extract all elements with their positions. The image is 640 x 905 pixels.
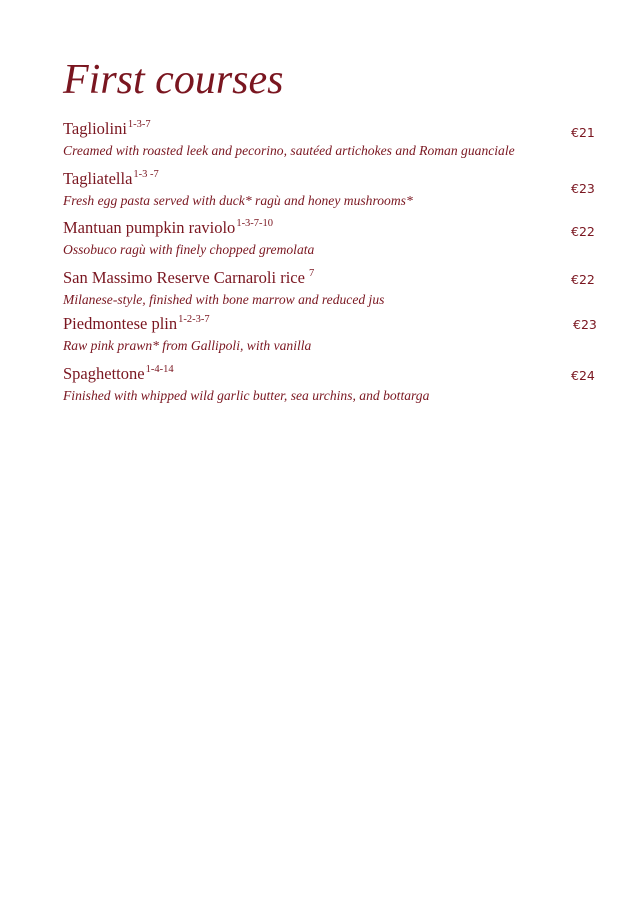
- dish-name: Piedmontese plin: [63, 314, 178, 333]
- menu-item-tagliolini: [63, 119, 603, 159]
- dish-name: San Massimo Reserve Carnaroli rice: [63, 268, 305, 287]
- page-title: First courses: [63, 57, 284, 103]
- dish-description: Ossobuco ragù with finely chopped gremolata: [63, 242, 315, 257]
- menu-item-mantuan-pumpkin-raviolo: [63, 218, 603, 258]
- dish-name-line: [63, 364, 603, 387]
- dish-price: €22: [571, 272, 595, 287]
- dish-price: €22: [571, 224, 595, 239]
- dish-description: Milanese-style, finished with bone marrow and reduced jus: [63, 292, 385, 307]
- allergen-codes: 7: [308, 268, 315, 279]
- allergen-codes: 1-4-14: [145, 364, 174, 375]
- allergen-codes: 1-3 -7: [133, 169, 159, 180]
- dish-price: €23: [571, 181, 595, 196]
- dish-name-line: [63, 314, 603, 337]
- dish-description: Raw pink prawn* from Gallipoli, with vanilla: [63, 338, 312, 353]
- dish-price: €24: [571, 368, 595, 383]
- menu-item-spaghettone: [63, 364, 603, 404]
- dish-description: Finished with whipped wild garlic butter, sea urchins, and bottarga: [63, 388, 430, 403]
- allergen-codes: 1-3-7: [127, 119, 151, 130]
- dish-name-line: [63, 268, 603, 291]
- menu-item-piedmontese-plin: [63, 314, 603, 354]
- menu-item-carnaroli-rice: [63, 268, 603, 308]
- dish-description: Creamed with roasted leek and pecorino, sautéed artichokes and Roman guanciale: [63, 143, 515, 158]
- dish-name: Tagliatella: [63, 169, 133, 188]
- dish-name: Tagliolini: [63, 119, 127, 138]
- dish-name-line: [63, 119, 603, 142]
- menu-item-tagliatella: [63, 169, 603, 209]
- dish-name: Spaghettone: [63, 364, 145, 383]
- dish-name-line: [63, 169, 603, 192]
- dish-name: Mantuan pumpkin raviolo: [63, 218, 236, 237]
- dish-price: €23: [573, 317, 597, 332]
- allergen-codes: 1-2-3-7: [178, 314, 210, 325]
- dish-price: €21: [571, 125, 595, 140]
- allergen-codes: 1-3-7-10: [236, 218, 274, 229]
- dish-name-line: [63, 218, 603, 241]
- dish-description: Fresh egg pasta served with duck* ragù and honey mushrooms*: [63, 193, 413, 208]
